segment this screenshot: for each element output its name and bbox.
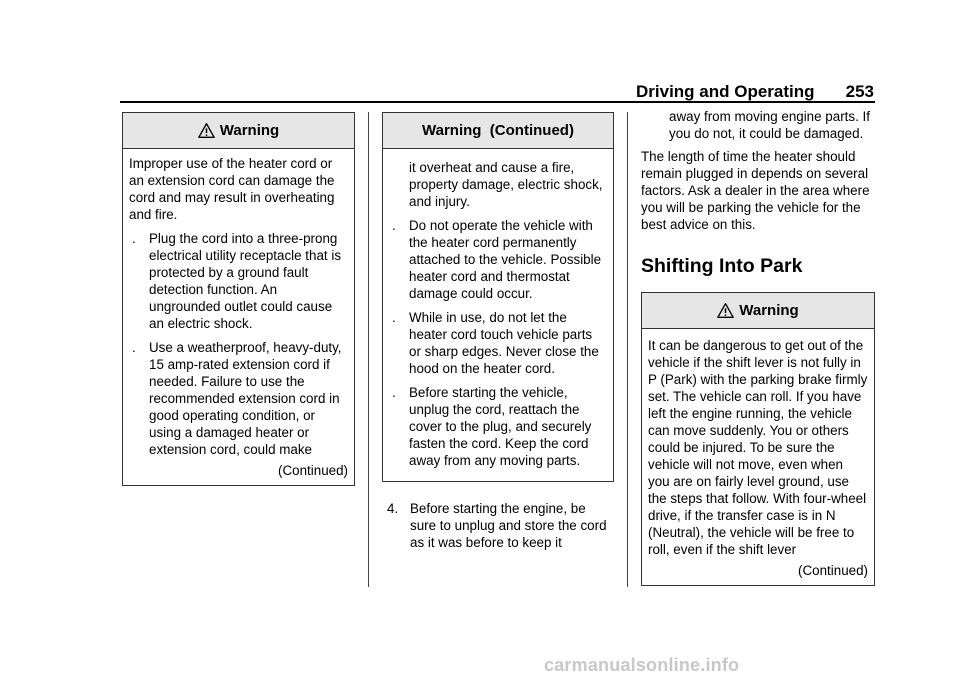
column-divider xyxy=(368,112,369,587)
warning-body xyxy=(642,329,874,585)
warning-title: Warning xyxy=(219,122,280,139)
step-text: Before starting the engine, be sure to unplug and store the cord as it was before to keep it xyxy=(410,501,607,550)
section-title: Driving and Operating xyxy=(636,82,815,101)
continued-label: (Continued) xyxy=(278,463,348,478)
bullet-text: Use a weatherproof, heavy-duty, 15 amp-rated extension cord if needed. Failure to use the recommended extension cord in good operating condition, or using a damaged heater or extension cord, could make xyxy=(149,340,342,457)
column-divider xyxy=(627,112,628,587)
step-continuation-text: away from moving engine parts. If you do not, it could be damaged. xyxy=(669,109,870,141)
bullet: . xyxy=(132,340,136,355)
bullet-text: Plug the cord into a three-prong electrical utility receptacle that is protected by a ground fault detection function. An ungrounded outlet could cause an electric shock. xyxy=(149,231,342,331)
page-number: 253 xyxy=(845,82,874,101)
bullet: . xyxy=(132,231,136,246)
warning-body xyxy=(383,149,613,481)
list-item xyxy=(129,230,348,332)
warning-box-park xyxy=(641,292,875,586)
warning-triangle-icon xyxy=(717,302,734,319)
bullet-text: Do not operate the vehicle with the heater cord permanently attached to the vehicle. Possible heater cord and thermostat damage could occur. xyxy=(409,218,602,301)
column-3 xyxy=(641,108,875,586)
bullet: . xyxy=(392,310,396,325)
list-item xyxy=(389,217,607,302)
list-item xyxy=(389,159,607,210)
list-item xyxy=(129,339,348,458)
step-number: 4. xyxy=(387,501,399,516)
continuation-text: it overheat and cause a fire, property damage, electric shock, and injury. xyxy=(409,160,603,209)
continued-label: (Continued) xyxy=(798,563,868,578)
watermark: carmanualsonline.info xyxy=(544,655,740,675)
column-2 xyxy=(382,112,614,551)
header-rule xyxy=(120,101,875,103)
warning-body xyxy=(123,149,354,485)
bullet-text: Before starting the vehicle, unplug the cord, reattach the cover to the plug, and securely fasten the cord. Keep the cord away from any moving parts. xyxy=(409,385,592,468)
step-continuation xyxy=(641,108,875,142)
warning-intro: Improper use of the heater cord or an extension cord can damage the cord and may result in overheating and fire. xyxy=(129,156,335,222)
bullet: . xyxy=(392,385,396,400)
warning-title-bar xyxy=(642,293,874,329)
paragraph: The length of time the heater should remain plugged in depends on several factors. Ask a dealer in the area where you will be parking the vehicle for the best advice on this. xyxy=(641,149,870,232)
warning-title-bar xyxy=(123,113,354,149)
bullet-text: While in use, do not let the heater cord touch vehicle parts or sharp edges. Never close the hood on the heater cord. xyxy=(409,310,599,376)
warning-title: Warning xyxy=(739,302,799,319)
column-1 xyxy=(122,112,355,486)
list-item xyxy=(389,384,607,469)
warning-triangle-icon xyxy=(198,122,215,139)
warning-text: It can be dangerous to get out of the vehicle if the shift lever is not fully in P (Park) with the parking brake firmly set. The vehicle can roll. If you have left the engine running, the vehicle can move suddenly. You or others could be injured. To be sure the vehicle will not move, even when you are on fairly level ground, use the steps that follow. With four-wheel drive, if the transfer case is in N (Neutral), the vehicle will be free to roll, even if the shift lever xyxy=(648,338,868,557)
bullet: . xyxy=(392,218,396,233)
warning-box-continued xyxy=(382,112,614,482)
section-heading: Shifting Into Park xyxy=(641,255,803,277)
warning-box-heater-cord xyxy=(122,112,355,486)
warning-title: Warning (Continued) xyxy=(422,122,574,139)
warning-title-bar xyxy=(383,113,613,149)
list-item xyxy=(389,309,607,377)
step-4 xyxy=(382,500,614,551)
